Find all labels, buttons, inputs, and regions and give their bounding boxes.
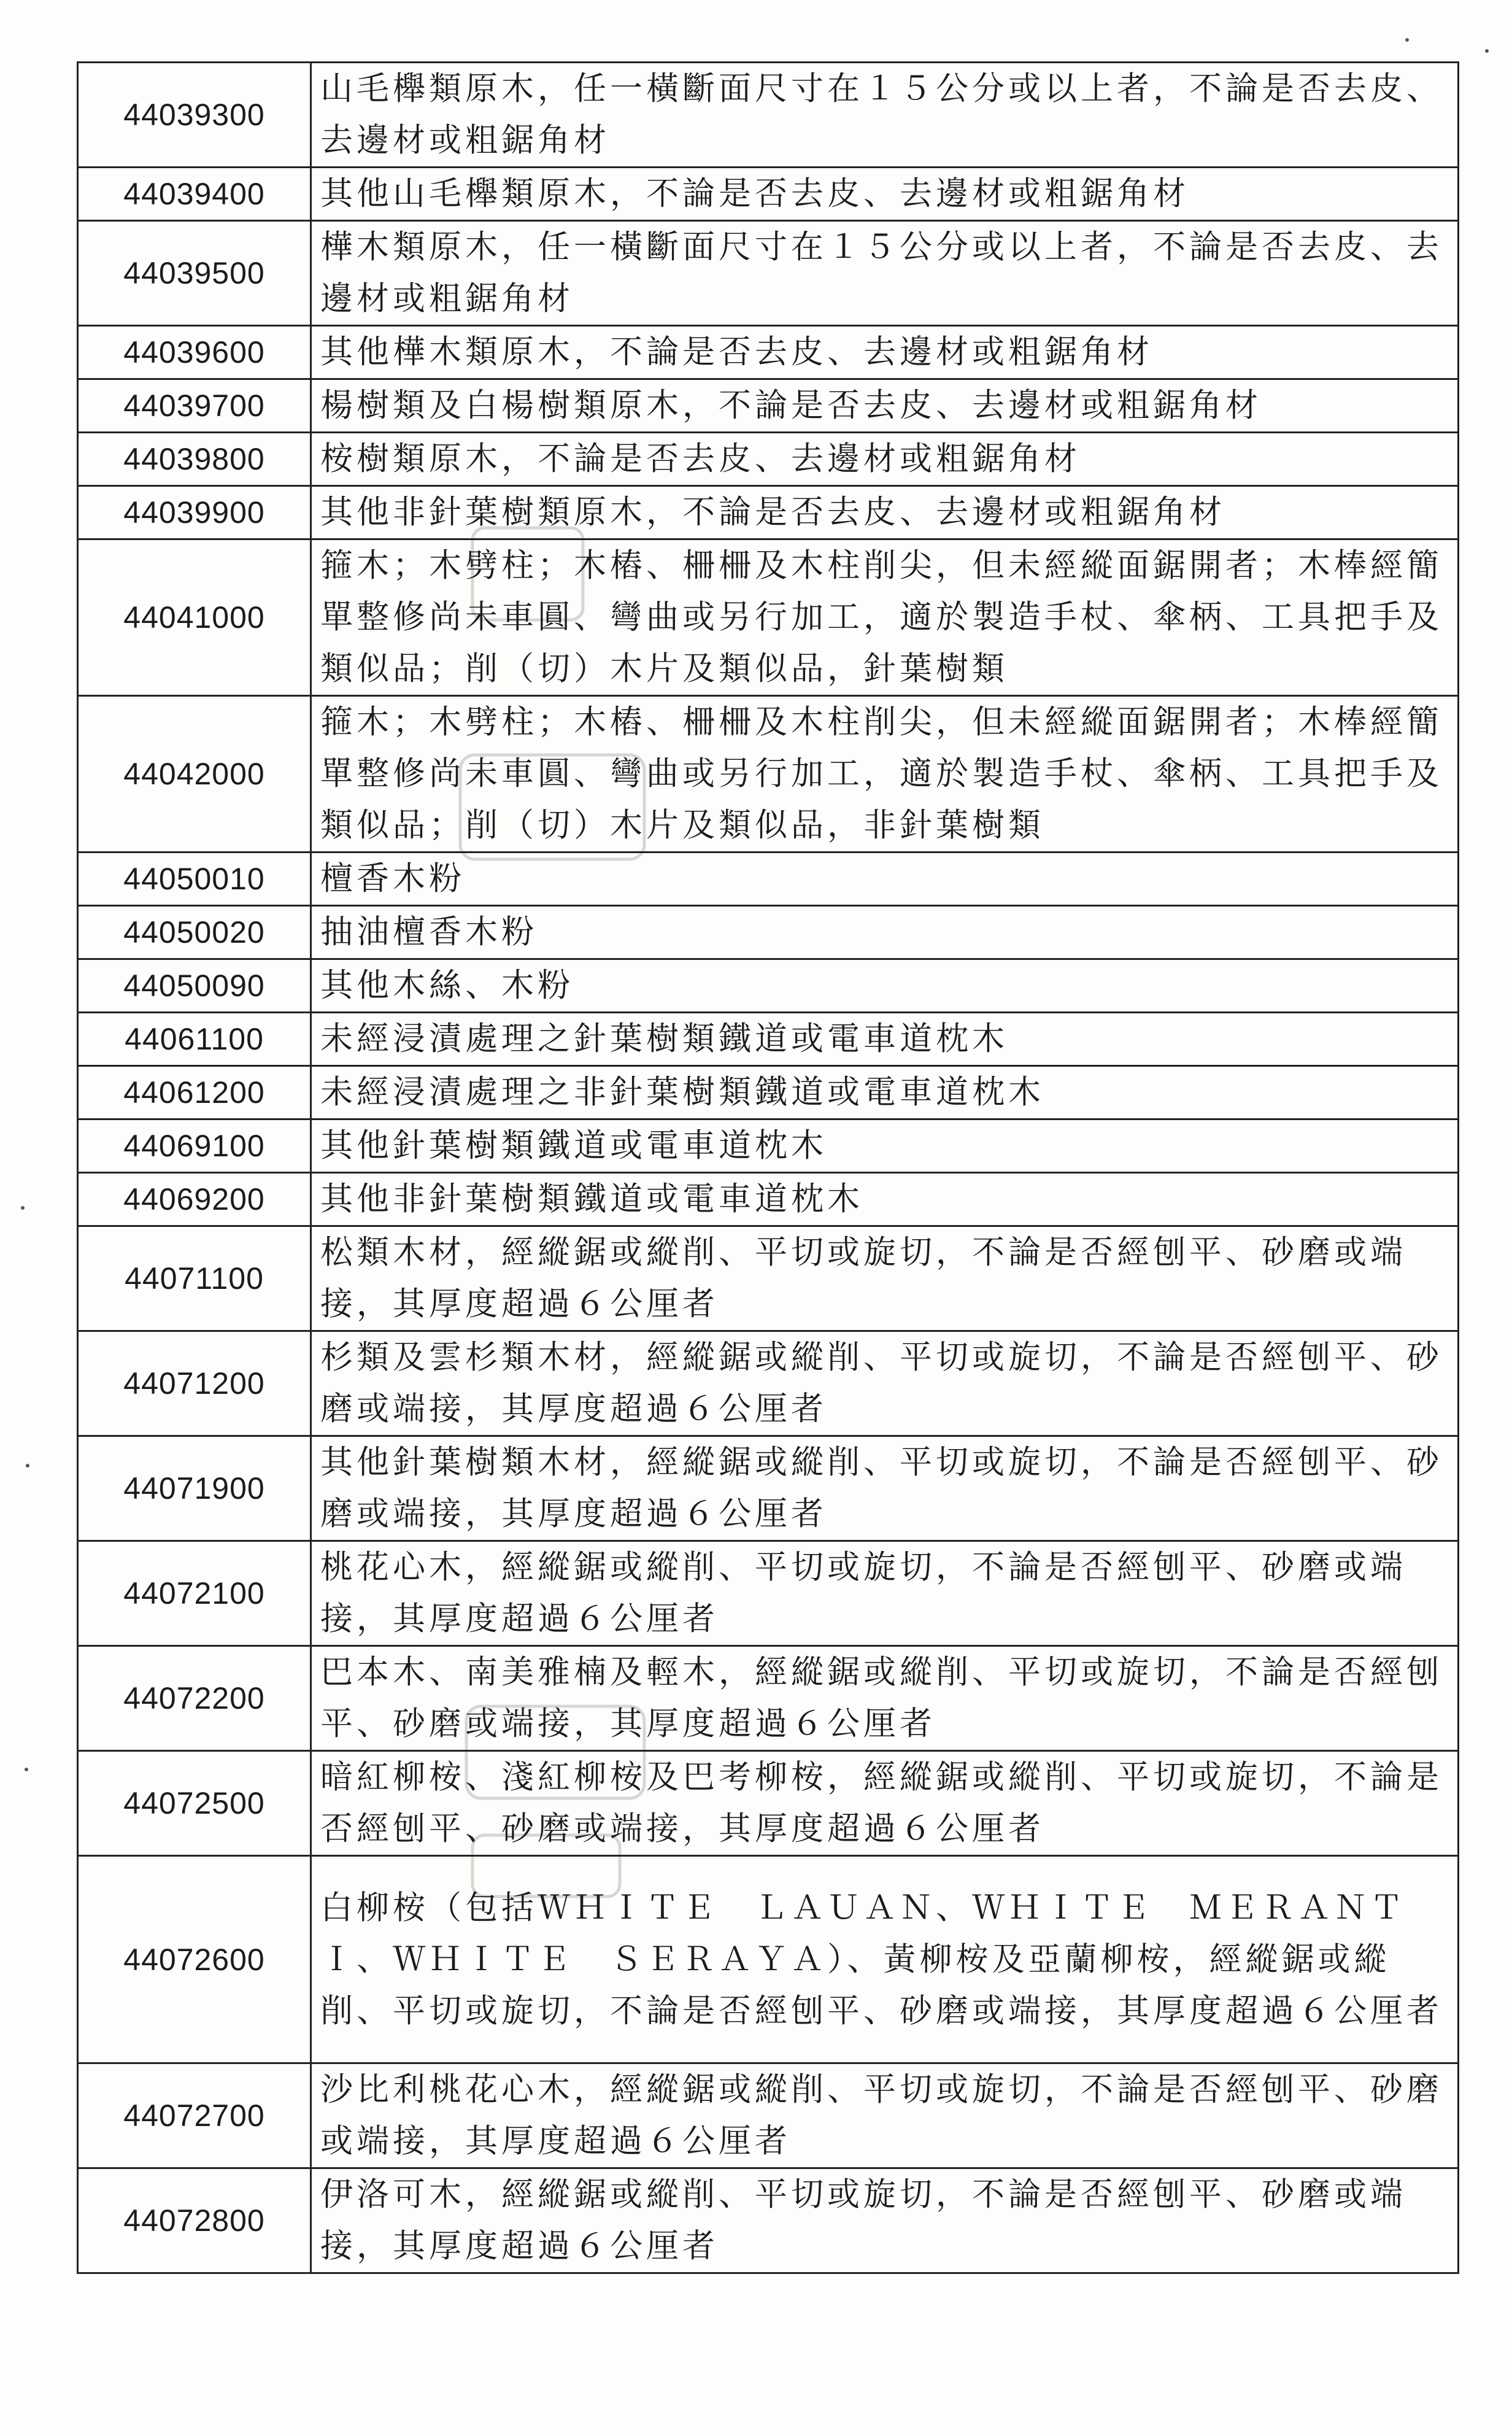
hs-code-cell: 44072100 — [78, 1541, 311, 1646]
hs-code-cell: 44039900 — [78, 486, 311, 539]
table-row — [78, 853, 1459, 906]
description-cell: 箍木；木劈柱；木樁、柵柵及木柱削尖，但未經縱面鋸開者；木棒經簡單整修尚未車圓、彎曲或另行加工，適於製造手杖、傘柄、工具把手及類似品；削（切）木片及類似品，非針葉樹類 — [311, 696, 1459, 853]
table-row — [78, 1173, 1459, 1226]
description-cell: 其他山毛櫸類原木，不論是否去皮、去邊材或粗鋸角材 — [311, 168, 1459, 221]
hs-code-cell: 44061100 — [78, 1013, 311, 1066]
hs-code-cell: 44041000 — [78, 539, 311, 696]
hs-code-cell: 44069200 — [78, 1173, 311, 1226]
table-row — [78, 1119, 1459, 1173]
description-cell: 檀香木粉 — [311, 853, 1459, 906]
table-row — [78, 1541, 1459, 1646]
scan-speck — [25, 1768, 28, 1771]
description-cell: 桃花心木，經縱鋸或縱削、平切或旋切，不論是否經刨平、砂磨或端接，其厚度超過６公厘者 — [311, 1541, 1459, 1646]
hs-code-cell: 44072700 — [78, 2063, 311, 2168]
hs-code-cell: 44061200 — [78, 1066, 311, 1119]
hs-code-cell: 44071200 — [78, 1331, 311, 1436]
description-cell: 松類木材，經縱鋸或縱削、平切或旋切，不論是否經刨平、砂磨或端接，其厚度超過６公厘者 — [311, 1226, 1459, 1331]
table-row — [78, 63, 1459, 168]
scan-speck — [21, 1206, 25, 1210]
table-row — [78, 906, 1459, 959]
description-cell: 伊洛可木，經縱鋸或縱削、平切或旋切，不論是否經刨平、砂磨或端接，其厚度超過６公厘者 — [311, 2168, 1459, 2273]
table-body — [78, 63, 1459, 2273]
scan-speck — [1405, 38, 1409, 42]
description-cell: 巴本木、南美雅楠及輕木，經縱鋸或縱削、平切或旋切，不論是否經刨平、砂磨或端接，其厚度超過６公厘者 — [311, 1646, 1459, 1751]
table-row — [78, 1856, 1459, 2063]
table-row — [78, 326, 1459, 379]
description-cell: 未經浸漬處理之針葉樹類鐵道或電車道枕木 — [311, 1013, 1459, 1066]
hs-code-cell: 44071100 — [78, 1226, 311, 1331]
hs-code-cell: 44050090 — [78, 959, 311, 1013]
description-cell: 其他非針葉樹類原木，不論是否去皮、去邊材或粗鋸角材 — [311, 486, 1459, 539]
description-cell: 暗紅柳桉、淺紅柳桉及巴考柳桉，經縱鋸或縱削、平切或旋切，不論是否經刨平、砂磨或端接，其厚度超過６公厘者 — [311, 1751, 1459, 1856]
hs-code-cell: 44071900 — [78, 1436, 311, 1541]
hs-code-cell: 44039500 — [78, 221, 311, 326]
table-row — [78, 1226, 1459, 1331]
description-cell: 山毛櫸類原木，任一橫斷面尺寸在１５公分或以上者，不論是否去皮、去邊材或粗鋸角材 — [311, 63, 1459, 168]
table-row — [78, 379, 1459, 433]
description-cell: 樺木類原木，任一橫斷面尺寸在１５公分或以上者，不論是否去皮、去邊材或粗鋸角材 — [311, 221, 1459, 326]
description-cell: 楊樹類及白楊樹類原木，不論是否去皮、去邊材或粗鋸角材 — [311, 379, 1459, 433]
description-cell: 抽油檀香木粉 — [311, 906, 1459, 959]
description-cell: 沙比利桃花心木，經縱鋸或縱削、平切或旋切，不論是否經刨平、砂磨或端接，其厚度超過６公厘者 — [311, 2063, 1459, 2168]
hs-code-cell: 44050020 — [78, 906, 311, 959]
description-cell: 桉樹類原木，不論是否去皮、去邊材或粗鋸角材 — [311, 433, 1459, 486]
hs-code-cell: 44039700 — [78, 379, 311, 433]
hs-code-cell: 44072600 — [78, 1856, 311, 2063]
description-cell: 箍木；木劈柱；木樁、柵柵及木柱削尖，但未經縱面鋸開者；木棒經簡單整修尚未車圓、彎曲或另行加工，適於製造手杖、傘柄、工具把手及類似品；削（切）木片及類似品，針葉樹類 — [311, 539, 1459, 696]
table-row — [78, 959, 1459, 1013]
description-cell: 其他針葉樹類木材，經縱鋸或縱削、平切或旋切，不論是否經刨平、砂磨或端接，其厚度超過６公厘者 — [311, 1436, 1459, 1541]
hs-code-cell: 44069100 — [78, 1119, 311, 1173]
description-cell: 白柳桉（包括ＷＨＩＴＥ ＬＡＵＡＮ、ＷＨＩＴＥ ＭＥＲＡＮＴＩ、ＷＨＩＴＥ ＳＥＲＡＹＡ）、黃柳桉及亞蘭柳桉，經縱鋸或縱削、平切或旋切，不論是否經刨平、砂磨或端接，其厚度超過６公厘者 — [311, 1856, 1459, 2063]
table-row — [78, 1331, 1459, 1436]
hs-code-cell: 44039600 — [78, 326, 311, 379]
table-row — [78, 539, 1459, 696]
table-row — [78, 2063, 1459, 2168]
hs-code-cell: 44072800 — [78, 2168, 311, 2273]
table-row — [78, 221, 1459, 326]
description-cell: 未經浸漬處理之非針葉樹類鐵道或電車道枕木 — [311, 1066, 1459, 1119]
table-row — [78, 1436, 1459, 1541]
description-cell: 其他針葉樹類鐵道或電車道枕木 — [311, 1119, 1459, 1173]
description-cell: 其他樺木類原木，不論是否去皮、去邊材或粗鋸角材 — [311, 326, 1459, 379]
table-row — [78, 696, 1459, 853]
hs-code-cell: 44072200 — [78, 1646, 311, 1751]
description-cell: 其他木絲、木粉 — [311, 959, 1459, 1013]
hs-code-cell: 44039800 — [78, 433, 311, 486]
table-row — [78, 1646, 1459, 1751]
description-cell: 杉類及雲杉類木材，經縱鋸或縱削、平切或旋切，不論是否經刨平、砂磨或端接，其厚度超過６公厘者 — [311, 1331, 1459, 1436]
scan-speck — [1485, 49, 1489, 53]
table-row — [78, 486, 1459, 539]
table-row — [78, 2168, 1459, 2273]
table-row — [78, 1013, 1459, 1066]
hs-code-cell: 44042000 — [78, 696, 311, 853]
table-row — [78, 433, 1459, 486]
table-row — [78, 168, 1459, 221]
hs-code-cell: 44039300 — [78, 63, 311, 168]
hs-code-cell: 44050010 — [78, 853, 311, 906]
table-row — [78, 1066, 1459, 1119]
description-cell: 其他非針葉樹類鐵道或電車道枕木 — [311, 1173, 1459, 1226]
scan-speck — [26, 1464, 29, 1467]
tariff-code-table — [77, 61, 1459, 2274]
hs-code-cell: 44039400 — [78, 168, 311, 221]
table-row — [78, 1751, 1459, 1856]
hs-code-cell: 44072500 — [78, 1751, 311, 1856]
